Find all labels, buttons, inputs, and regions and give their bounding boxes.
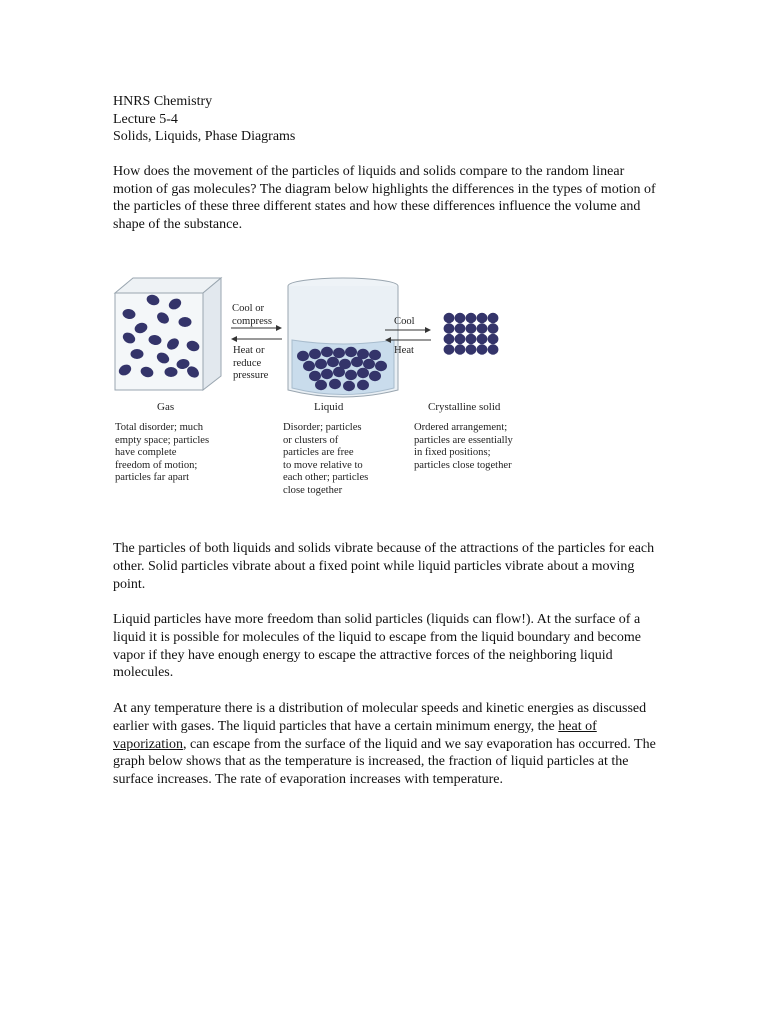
course-title: HNRS Chemistry — [113, 94, 213, 109]
gas-box — [115, 278, 221, 390]
liquid-particle — [343, 381, 355, 391]
solid-particle — [488, 323, 499, 333]
gas-particle — [131, 349, 144, 359]
liquid-description: Disorder; particles or clusters of particles are free to move relative to each other; particles close together — [283, 422, 369, 496]
solid-particle — [477, 344, 488, 354]
liquid-particle — [329, 379, 341, 389]
document-page — [113, 93, 658, 788]
solid-particle — [444, 344, 455, 354]
intro-paragraph: How does the movement of the particles of liquids and solids compare to the random linear motion of gas molecules? The diagram below highlights the differences in the types of motion of the particles of these three different states and how these differences influence the volume and shape of the substance. — [113, 163, 656, 233]
solid-particle — [455, 313, 466, 323]
liquid-particle — [375, 361, 387, 371]
liquid-freedom-paragraph: Liquid particles have more freedom than solid particles (liquids can flow!). At the surface of a liquid it is possible for molecules of the liquid to escape from the liquid boundary and become vapor if they have enough energy to escape the attractive forces of the neighboring liquid molecules. — [113, 612, 641, 681]
liquid-caption: Liquid — [314, 401, 344, 413]
liquid-particle — [315, 359, 327, 369]
liquid-particle — [297, 351, 309, 361]
solid-particle — [488, 313, 499, 323]
solid-particle — [466, 313, 477, 323]
liquid-particle — [321, 347, 333, 357]
gas-caption: Gas — [157, 401, 175, 413]
solid-particle — [444, 334, 455, 344]
solid-description: Ordered arrangement; particles are essentially in fixed positions; particles close together — [414, 422, 513, 471]
solid-particle — [477, 313, 488, 323]
liquid-particle — [363, 359, 375, 369]
solid-particle — [477, 334, 488, 344]
solid-particle — [455, 334, 466, 344]
solid-particle — [466, 334, 477, 344]
evaporation-text-end: , can escape from the surface of the liquid and we say evaporation has occurred. The graph below shows that as the temperature is increased, the fraction of liquid particles at the surface increases. The rate of evaporation increases with temperature. — [113, 736, 656, 788]
liquid-particle — [357, 368, 369, 378]
liquid-particle — [369, 350, 381, 360]
solid-particle — [488, 334, 499, 344]
crystalline-solid-lattice — [444, 313, 499, 355]
solid-particle — [455, 344, 466, 354]
solid-particle — [477, 323, 488, 333]
arrow-label-heat: Heat — [394, 345, 414, 356]
liquid-particle — [351, 357, 363, 367]
solid-particle — [488, 344, 499, 354]
liquid-particle — [327, 357, 339, 367]
lecture-number: Lecture 5-4 — [113, 111, 178, 127]
gas-particle — [165, 367, 178, 377]
liquid-particle — [345, 347, 357, 357]
states-of-matter-figure — [113, 258, 533, 513]
liquid-particle — [321, 369, 333, 379]
liquid-beaker — [288, 278, 398, 397]
arrow-label-cool: Cool — [394, 316, 415, 327]
solid-particle — [444, 313, 455, 323]
liquid-particle — [345, 370, 357, 380]
gas-particle — [179, 317, 192, 327]
liquid-particle — [333, 367, 345, 377]
liquid-particle — [357, 380, 369, 390]
solid-particle — [466, 344, 477, 354]
evaporation-paragraph — [113, 700, 658, 789]
solid-particle — [466, 323, 477, 333]
liquid-particle — [315, 380, 327, 390]
liquid-particle — [333, 348, 345, 358]
liquid-particle — [309, 349, 321, 359]
arrow-label-heat-reduce: Heat or reduce pressure — [233, 345, 269, 382]
solid-caption: Crystalline solid — [428, 401, 501, 413]
arrow-label-cool-compress: Cool or compress — [232, 303, 273, 327]
gas-description: Total disorder; much empty space; particles have complete freedom of motion; particles far apart — [115, 422, 210, 484]
liquid-particle — [369, 371, 381, 381]
heat-of-vaporization-term: heat of vaporization — [113, 718, 597, 752]
evaporation-text-start: At any temperature there is a distribution of molecular speeds and kinetic energies as discussed earlier with gases. The liquid particles that have a certain minimum energy, the — [113, 701, 647, 734]
liquid-particle — [303, 361, 315, 371]
arrow-heat-reduce — [231, 336, 282, 342]
vibration-paragraph: The particles of both liquids and solids vibrate because of the attractions of the particles for each other. Solid particles vibrate about a fixed point while liquid particles vibrate about a moving point. — [113, 541, 655, 592]
solid-particle — [455, 323, 466, 333]
solid-particle — [444, 323, 455, 333]
liquid-particle — [309, 371, 321, 381]
lecture-topic: Solids, Liquids, Phase Diagrams — [113, 129, 296, 145]
